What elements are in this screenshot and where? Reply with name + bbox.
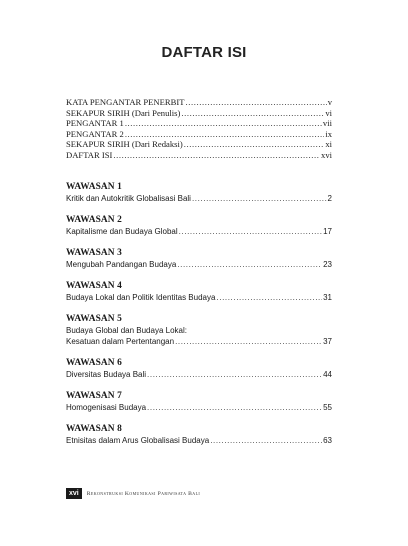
dot-leader xyxy=(184,139,325,150)
dot-leader xyxy=(192,193,327,204)
toc-entry-page: vii xyxy=(322,118,332,129)
chapter-entry xyxy=(66,292,332,303)
chapter-block xyxy=(66,181,332,204)
toc-entry-label: DAFTAR ISI xyxy=(66,149,113,160)
chapter-entry xyxy=(66,193,332,204)
chapter-entry xyxy=(66,259,332,270)
chapter-page: 63 xyxy=(323,436,332,445)
front-matter-list xyxy=(66,97,332,161)
chapter-page: 17 xyxy=(323,227,332,236)
toc-entry-label: SEKAPUR SIRIH (Dari Redaksi) xyxy=(66,139,183,150)
toc-entry-label: KATA PENGANTAR PENERBIT xyxy=(66,97,185,107)
page-footer xyxy=(66,488,200,499)
chapter-title: Homogenisasi Budaya xyxy=(66,403,147,412)
chapter-block xyxy=(66,214,332,237)
toc-entry-label: PENGANTAR 1 xyxy=(66,118,124,129)
chapter-block xyxy=(66,357,332,380)
dot-leader xyxy=(216,292,322,303)
chapter-entry xyxy=(66,369,332,380)
toc-entry-label: PENGANTAR 2 xyxy=(66,128,124,139)
page-number: xvi xyxy=(66,488,82,499)
chapter-page: 31 xyxy=(323,293,332,302)
chapter-page: 2 xyxy=(327,194,332,203)
chapter-heading: WAWASAN 5 xyxy=(66,314,122,324)
chapter-page: 37 xyxy=(323,337,332,346)
toc-entry-page: xvi xyxy=(321,149,332,160)
dot-leader xyxy=(175,336,322,347)
chapter-page: 23 xyxy=(323,260,332,269)
chapter-block xyxy=(66,423,332,446)
chapter-heading: WAWASAN 2 xyxy=(66,215,122,225)
page-title: DAFTAR ISI xyxy=(161,44,247,61)
dot-leader xyxy=(210,435,322,446)
toc-entry xyxy=(66,97,332,108)
dot-leader xyxy=(147,402,322,413)
chapter-title: Diversitas Budaya Bali xyxy=(66,370,147,379)
chapter-list xyxy=(66,181,332,456)
chapter-title-line: Budaya Global dan Budaya Lokal: xyxy=(66,326,187,335)
chapter-title: Mengubah Pandangan Budaya xyxy=(66,260,177,269)
dot-leader xyxy=(125,118,322,129)
toc-entry-page: vi xyxy=(325,107,332,118)
dot-leader xyxy=(181,108,324,119)
chapter-heading: WAWASAN 4 xyxy=(66,281,122,291)
chapter-block xyxy=(66,280,332,303)
chapter-entry xyxy=(66,402,332,413)
dot-leader xyxy=(179,226,322,237)
toc-entry-page: xi xyxy=(325,139,332,150)
running-title: Rekonstruksi Komunikasi Pariwisata Bali xyxy=(86,490,201,497)
toc-entry-page: v xyxy=(327,97,332,107)
dot-leader xyxy=(125,129,325,140)
toc-entry xyxy=(66,139,332,150)
toc-entry xyxy=(66,108,332,119)
toc-entry-label: SEKAPUR SIRIH (Dari Penulis) xyxy=(66,107,181,118)
chapter-entry xyxy=(66,435,332,446)
dot-leader xyxy=(113,150,320,161)
chapter-block xyxy=(66,313,332,347)
chapter-title: Kesatuan dalam Pertentangan xyxy=(66,337,175,346)
chapter-block xyxy=(66,390,332,413)
chapter-heading: WAWASAN 3 xyxy=(66,248,122,258)
dot-leader xyxy=(185,97,326,108)
toc-entry xyxy=(66,150,332,161)
chapter-heading: WAWASAN 1 xyxy=(66,182,122,192)
chapter-page: 55 xyxy=(323,403,332,412)
toc-entry xyxy=(66,129,332,140)
chapter-page: 44 xyxy=(323,370,332,379)
chapter-heading: WAWASAN 7 xyxy=(66,391,122,401)
chapter-heading: WAWASAN 8 xyxy=(66,424,122,434)
dot-leader xyxy=(177,259,322,270)
chapter-title: Etnisitas dalam Arus Globalisasi Budaya xyxy=(66,436,210,445)
chapter-entry xyxy=(66,336,332,347)
toc-entry xyxy=(66,118,332,129)
chapter-block xyxy=(66,247,332,270)
chapter-title: Budaya Lokal dan Politik Identitas Budaya xyxy=(66,293,216,302)
chapter-title: Kapitalisme dan Budaya Global xyxy=(66,227,178,236)
chapter-heading: WAWASAN 6 xyxy=(66,358,122,368)
toc-entry-page: ix xyxy=(325,128,332,139)
dot-leader xyxy=(147,369,322,380)
chapter-title: Kritik dan Autokritik Globalisasi Bali xyxy=(66,194,191,203)
chapter-entry xyxy=(66,226,332,237)
